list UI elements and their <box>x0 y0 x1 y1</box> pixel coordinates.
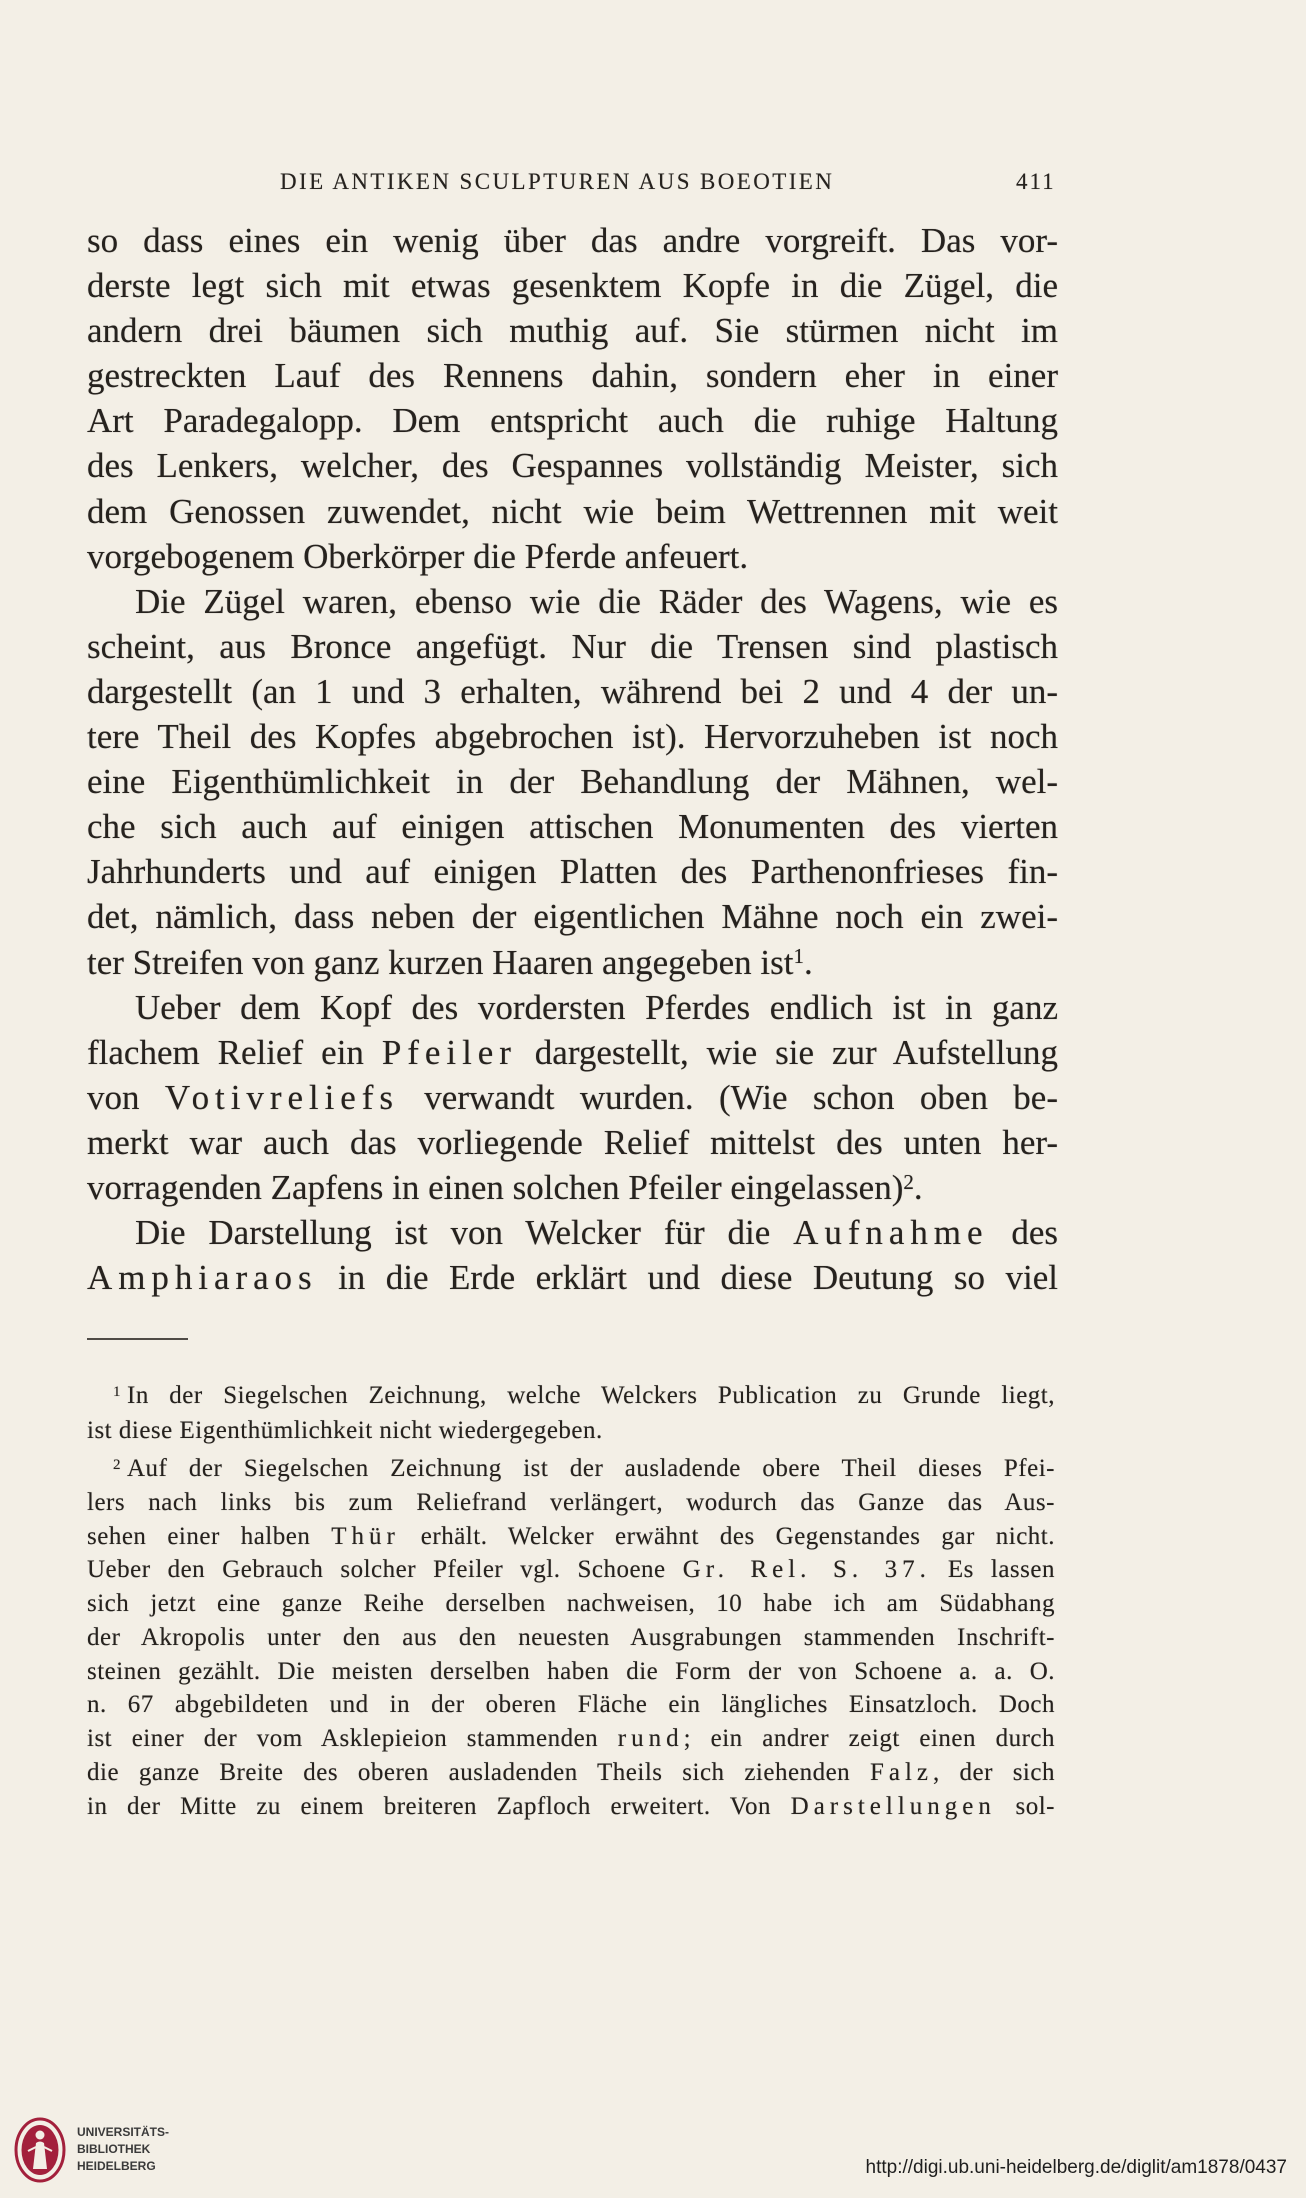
body-line-18 <box>135 985 1058 1030</box>
text-run: che sich auch auf einigen attischen Monumenten des vierten <box>87 807 1058 847</box>
text-run: flachem Relief ein <box>87 1032 382 1072</box>
page-number: 411 <box>1016 169 1056 194</box>
text-run: vorragenden Zapfens in einen solchen Pfeiler eingelassen) <box>87 1167 904 1207</box>
text-run: von <box>87 1077 165 1117</box>
spaced-word: rund <box>617 1725 684 1752</box>
body-line-20 <box>87 1075 1058 1120</box>
text-run: so dass eines ein wenig über das andre vorgreift. Das vor- <box>87 221 1058 260</box>
text-run: . <box>804 942 813 982</box>
text-run: erhält. Welcker erwähnt des Gegenstandes gar nicht. <box>399 1522 1055 1550</box>
footnote-line <box>87 1756 1055 1790</box>
body-line-8 <box>87 534 1058 579</box>
text-run: derste legt sich mit etwas gesenktem Kopfe in die Zügel, die <box>87 266 1058 306</box>
body-line-10 <box>87 624 1058 669</box>
text-run: der Akropolis unter den aus den neuesten Ausgrabungen stammenden Inschrift- <box>87 1623 1055 1651</box>
body-line-17 <box>87 940 1058 985</box>
body-line-1 <box>87 218 1058 263</box>
body-line-5 <box>87 398 1058 443</box>
text-run: vorgebogenem Oberkörper die Pferde anfeuert. <box>87 536 749 576</box>
body-line-7 <box>87 489 1058 534</box>
spaced-word: Amphiaraos <box>87 1258 318 1298</box>
text-run: lers nach links bis zum Reliefrand verlängert, wodurch das Ganze das Aus- <box>87 1488 1055 1516</box>
body-line-4 <box>87 353 1058 398</box>
body-line-15 <box>87 849 1058 894</box>
footnote-line <box>87 1722 1055 1756</box>
text-run: dargestellt (an 1 und 3 erhalten, während bei 2 und 4 der un- <box>87 671 1058 711</box>
running-title: DIE ANTIKEN SCULPTUREN AUS BOEOTIEN <box>280 169 835 194</box>
footnote-marker: 1 <box>113 1383 121 1400</box>
text-run: Art Paradegalopp. Dem entspricht auch die ruhige Haltung <box>87 401 1058 441</box>
body-line-19 <box>87 1030 1058 1075</box>
body-line-12 <box>87 714 1058 759</box>
text-run: Die Zügel waren, ebenso wie die Räder des Wagens, wie es <box>135 581 1058 621</box>
text-run: ; ein andrer zeigt einen durch <box>683 1725 1055 1752</box>
footnote-marker: 2 <box>113 1456 121 1473</box>
text-run: det, nämlich, dass neben der eigentlichen Mähne noch ein zwei- <box>87 897 1058 937</box>
text-run: die ganze Breite des oberen ausladenden Theils sich ziehenden <box>87 1758 870 1786</box>
text-run: des Lenkers, welcher, des Gespannes vollständig Meister, sich <box>87 446 1058 486</box>
footnote-line <box>87 1553 1055 1587</box>
text-run: scheint, aus Bronce angefügt. Nur die Trensen sind plastisch <box>87 626 1058 666</box>
footnote-line <box>87 1790 1055 1824</box>
footnote-reference-2: 2 <box>903 1169 914 1194</box>
body-line-24 <box>87 1255 1058 1300</box>
spaced-word: Pfeiler <box>381 1032 517 1072</box>
main-text <box>87 218 1058 1300</box>
text-run: n. 67 abgebildeten und in der oberen Fläche ein längliches Einsatzloch. Doch <box>87 1691 1055 1719</box>
footnote-line <box>87 1587 1055 1621</box>
body-line-13 <box>87 759 1058 804</box>
body-line-9 <box>135 579 1058 624</box>
text-run: verwandt wurden. (Wie schon oben be- <box>398 1077 1059 1117</box>
footnote-line <box>113 1379 1055 1414</box>
text-run: . <box>913 1167 923 1207</box>
text-run: ter Streifen von ganz kurzen Haaren angegeben ist <box>87 942 794 982</box>
text-run: Jahrhunderts und auf einigen Platten des Parthenonfrieses fin- <box>87 852 1058 892</box>
body-line-2 <box>87 263 1058 308</box>
text-run: sehen einer halben <box>87 1522 332 1550</box>
text-run: gestreckten Lauf des Rennens dahin, sondern eher in einer <box>87 356 1058 396</box>
library-name-line: HEIDELBERG <box>77 2159 156 2173</box>
body-line-16 <box>87 894 1058 939</box>
text-run: sol- <box>995 1792 1055 1820</box>
body-line-14 <box>87 804 1058 849</box>
footnote-1 <box>87 1379 1055 1448</box>
footnote-separator <box>87 1338 188 1340</box>
body-line-6 <box>87 443 1058 488</box>
text-run: Ueber den Gebrauch solcher Pfeiler vgl. Schoene <box>87 1556 683 1584</box>
text-run: dargestellt, wie sie zur Aufstellung <box>516 1032 1059 1072</box>
text-run: ist diese Eigenthümlichkeit nicht wiedergegeben. <box>87 1416 603 1444</box>
spaced-word: Falz <box>869 1758 933 1786</box>
footnote-line <box>87 1520 1055 1554</box>
spaced-word: Aufnahme <box>793 1213 989 1253</box>
library-name-line: UNIVERSITÄTS- <box>77 2125 170 2139</box>
footnote-line <box>87 1655 1055 1689</box>
body-line-21 <box>87 1120 1058 1165</box>
footnote-reference-1: 1 <box>793 944 804 969</box>
text-run: eine Eigenthümlichkeit in der Behandlung der Mähnen, wel- <box>87 762 1058 802</box>
text-run: Die Darstellung ist von Welcker für die <box>135 1213 794 1253</box>
running-header <box>0 167 1306 197</box>
spaced-word: Votivreliefs <box>164 1077 399 1117</box>
text-run: In der Siegelschen Zeichnung, welche Welckers Publication zu Grunde liegt, <box>127 1382 1055 1409</box>
body-line-22 <box>87 1165 1058 1210</box>
text-run: andern drei bäumen sich muthig auf. Sie stürmen nicht im <box>87 311 1058 351</box>
footnote-line <box>87 1688 1055 1722</box>
footnote-line <box>87 1414 1055 1449</box>
text-run: in der Mitte zu einem breiteren Zapfloch erweitert. Von <box>87 1792 791 1820</box>
text-run: , der sich <box>932 1758 1055 1786</box>
body-line-3 <box>87 308 1058 353</box>
spaced-word: Gr. Rel. S. 37. <box>682 1556 931 1584</box>
text-run: ist einer der vom Asklepieion stammenden <box>87 1725 618 1752</box>
text-run: des <box>988 1213 1058 1253</box>
footnote-line <box>113 1452 1055 1486</box>
library-name <box>77 2124 169 2175</box>
text-run: in die Erde erklärt und diese Deutung so viel <box>317 1258 1058 1298</box>
text-run: sich jetzt eine ganze Reihe derselben nachweisen, 10 habe ich am Südabhang <box>87 1590 1055 1617</box>
library-name-line: BIBLIOTHEK <box>77 2142 151 2156</box>
spaced-word: Darstellungen <box>790 1792 996 1820</box>
footnote-line <box>87 1486 1055 1520</box>
body-line-11 <box>87 669 1058 714</box>
footnote-2 <box>87 1452 1055 1823</box>
text-run: steinen gezählt. Die meisten derselben haben die Form der von Schoene a. a. O. <box>87 1657 1055 1685</box>
source-url: http://digi.ub.uni-heidelberg.de/diglit/am1878/0437 <box>865 2157 1287 2178</box>
text-run: merkt war auch das vorliegende Relief mittelst des unten her- <box>87 1122 1058 1162</box>
text-run: dem Genossen zuwendet, nicht wie beim Wettrennen mit weit <box>87 491 1058 531</box>
body-line-23 <box>135 1210 1058 1255</box>
text-run: Ueber dem Kopf des vordersten Pferdes endlich ist in ganz <box>135 987 1058 1027</box>
footnote-line <box>87 1621 1055 1655</box>
university-seal-icon <box>14 2117 66 2183</box>
text-run: Es lassen <box>930 1556 1055 1584</box>
spaced-word: Thür <box>331 1522 400 1550</box>
text-run: Auf der Siegelschen Zeichnung ist der ausladende obere Theil dieses Pfei- <box>127 1455 1055 1482</box>
text-run: tere Theil des Kopfes abgebrochen ist). Hervorzuheben ist noch <box>87 717 1058 757</box>
